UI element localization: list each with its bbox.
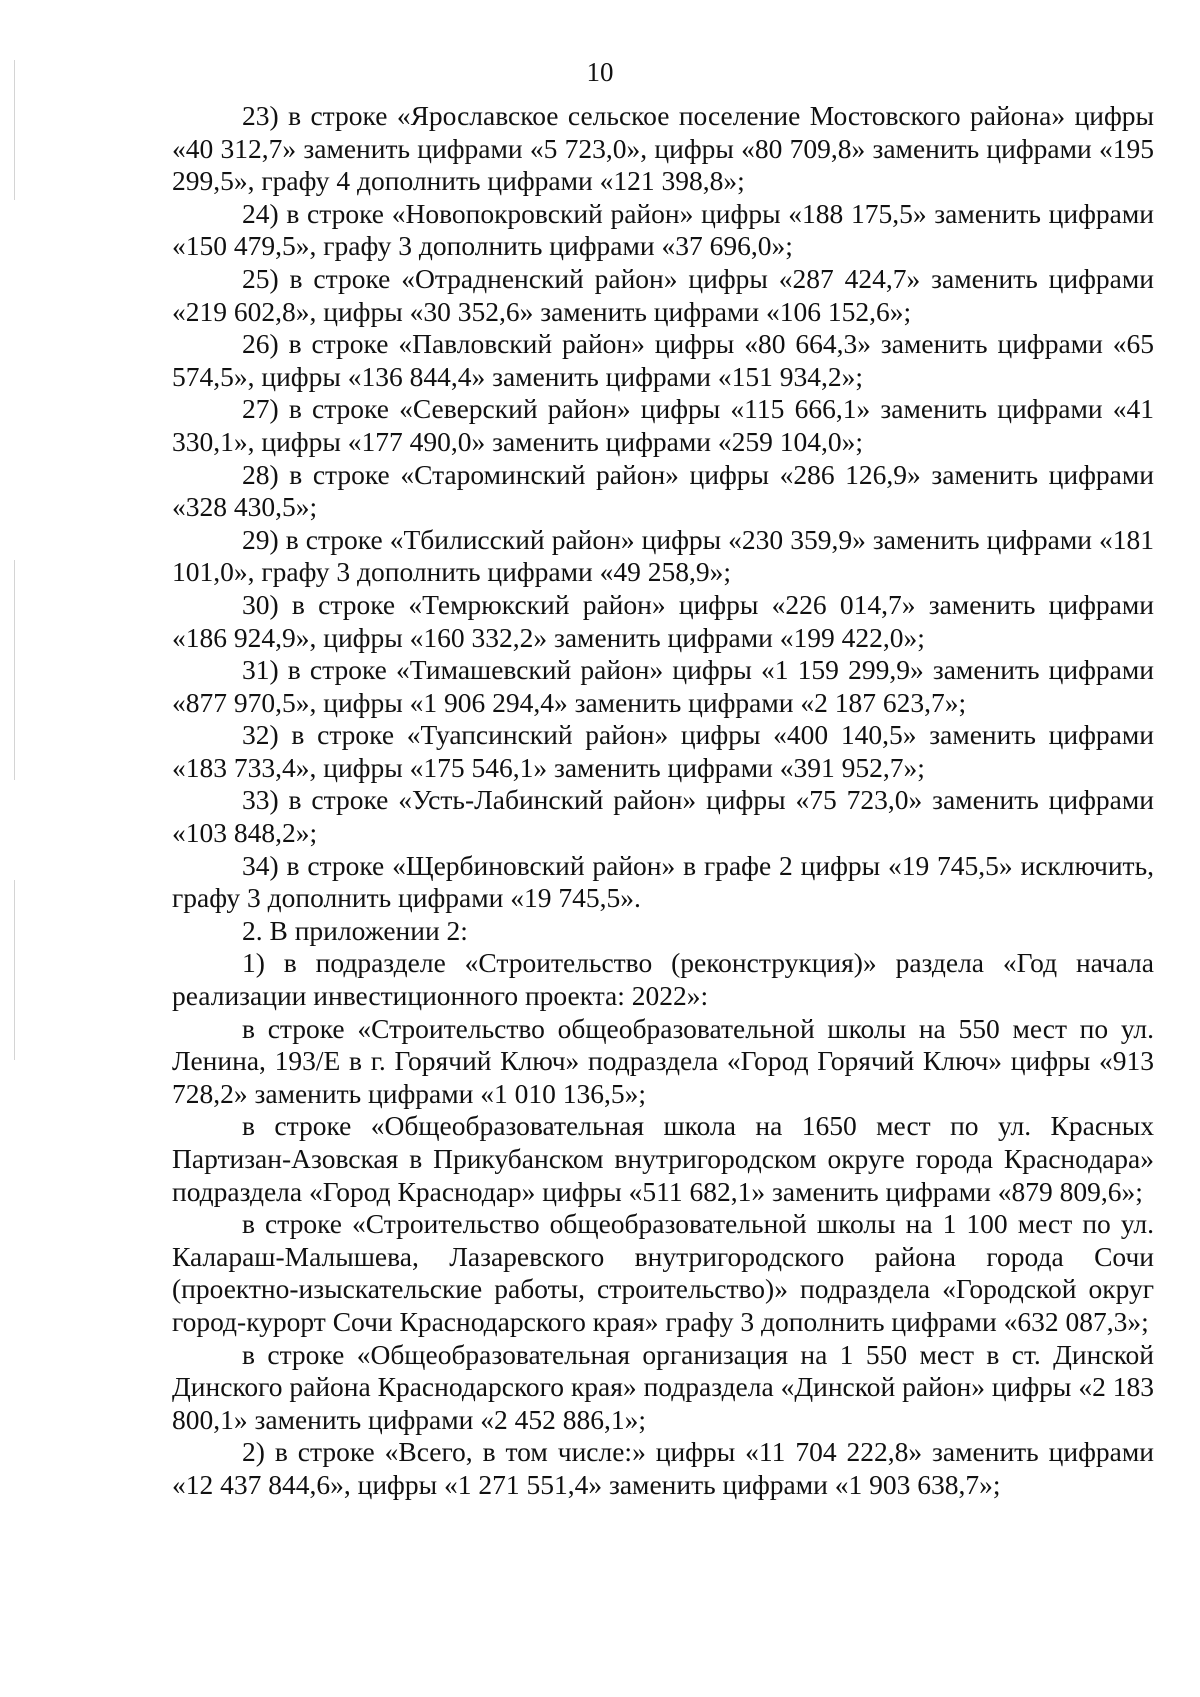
paragraph-item-31: 31) в строке «Тимашевский район» цифры «1 159 299,9» заменить цифрами «877 970,5», цифры «1 906 294,4» заменить цифрами «2 187 623,7»; bbox=[172, 654, 1154, 718]
paragraph-item-28: 28) в строке «Староминский район» цифры «286 126,9» заменить цифрами «328 430,5»; bbox=[172, 458, 1154, 523]
paragraph-row-krasnodar: в строке «Общеобразовательная школа на 1650 мест по ул. Красных Партизан-Азовская в Прикубанском внутригородском округе города Краснодара» подраздела «Город Краснодар» цифры «511 682,1» заменить цифрами «879 809,6»; bbox=[172, 1110, 1154, 1207]
paragraph-row-goryachiy-klyuch: в строке «Строительство общеобразовательной школы на 550 мест по ул. Ленина, 193/Е в г. Горячий Ключ» подраздела «Город Горячий Ключ» цифры «913 728,2» заменить цифрами «1 010 136,5»; bbox=[172, 1012, 1154, 1109]
paragraph-item-23: 23) в строке «Ярославское сельское поселение Мостовского района» цифры «40 312,7» заменить цифрами «5 723,0», цифры «80 709,8» заменить цифрами «195 299,5», графу 4 дополнить цифрами «121 398,8»; bbox=[172, 100, 1154, 197]
paragraph-row-dinskoy: в строке «Общеобразовательная организация на 1 550 мест в ст. Динской Динского района Краснодарского края» подраздела «Динской район» цифры «2 183 800,1» заменить цифрами «2 452 886,1»; bbox=[172, 1338, 1154, 1435]
paragraph-item-34: 34) в строке «Щербиновский район» в графе 2 цифры «19 745,5» исключить, графу 3 дополнить цифрами «19 745,5». bbox=[172, 849, 1154, 914]
paragraph-item-24: 24) в строке «Новопокровский район» цифры «188 175,5» заменить цифрами «150 479,5», графу 3 дополнить цифрами «37 696,0»; bbox=[172, 197, 1154, 262]
paragraph-item-25: 25) в строке «Отрадненский район» цифры «287 424,7» заменить цифрами «219 602,8», цифры «30 352,6» заменить цифрами «106 152,6»; bbox=[172, 262, 1154, 327]
paragraph-item-26: 26) в строке «Павловский район» цифры «80 664,3» заменить цифрами «65 574,5», цифры «136 844,4» заменить цифрами «151 934,2»; bbox=[172, 328, 1154, 392]
paragraph-item-30: 30) в строке «Темрюкский район» цифры «226 014,7» заменить цифрами «186 924,9», цифры «160 332,2» заменить цифрами «199 422,0»; bbox=[172, 588, 1154, 653]
paragraph-item-27: 27) в строке «Северский район» цифры «115 666,1» заменить цифрами «41 330,1», цифры «177 490,0» заменить цифрами «259 104,0»; bbox=[172, 393, 1154, 457]
document-body bbox=[172, 100, 1154, 1502]
paragraph-item-29: 29) в строке «Тбилисский район» цифры «230 359,9» заменить цифрами «181 101,0», графу 3 дополнить цифрами «49 258,9»; bbox=[172, 523, 1154, 588]
paragraph-subsection-1: 1) в подразделе «Строительство (реконструкция)» раздела «Год начала реализации инвестиционного проекта: 2022»: bbox=[172, 947, 1154, 1012]
paragraph-row-sochi: в строке «Строительство общеобразовательной школы на 1 100 мест по ул. Калараш-Малышева, Лазаревского внутригородского района города Сочи (проектно-изыскательские работы, строительство)» подраздела «Городской округ город-курорт Сочи Краснодарского края» графу 3 дополнить цифрами «632 087,3»; bbox=[172, 1208, 1154, 1337]
section-heading-appendix-2: 2. В приложении 2: bbox=[242, 914, 468, 946]
scan-edge-mark bbox=[14, 560, 15, 780]
page-number: 10 bbox=[586, 57, 614, 87]
scan-edge-mark bbox=[14, 880, 15, 1060]
paragraph-item-33: 33) в строке «Усть-Лабинский район» цифры «75 723,0» заменить цифрами «103 848,2»; bbox=[172, 784, 1154, 849]
paragraph-subsection-2: 2) в строке «Всего, в том числе:» цифры «11 704 222,8» заменить цифрами «12 437 844,6», цифры «1 271 551,4» заменить цифрами «1 903 638,7»; bbox=[172, 1436, 1154, 1500]
paragraph-item-32: 32) в строке «Туапсинский район» цифры «400 140,5» заменить цифрами «183 733,4», цифры «175 546,1» заменить цифрами «391 952,7»; bbox=[172, 719, 1154, 783]
